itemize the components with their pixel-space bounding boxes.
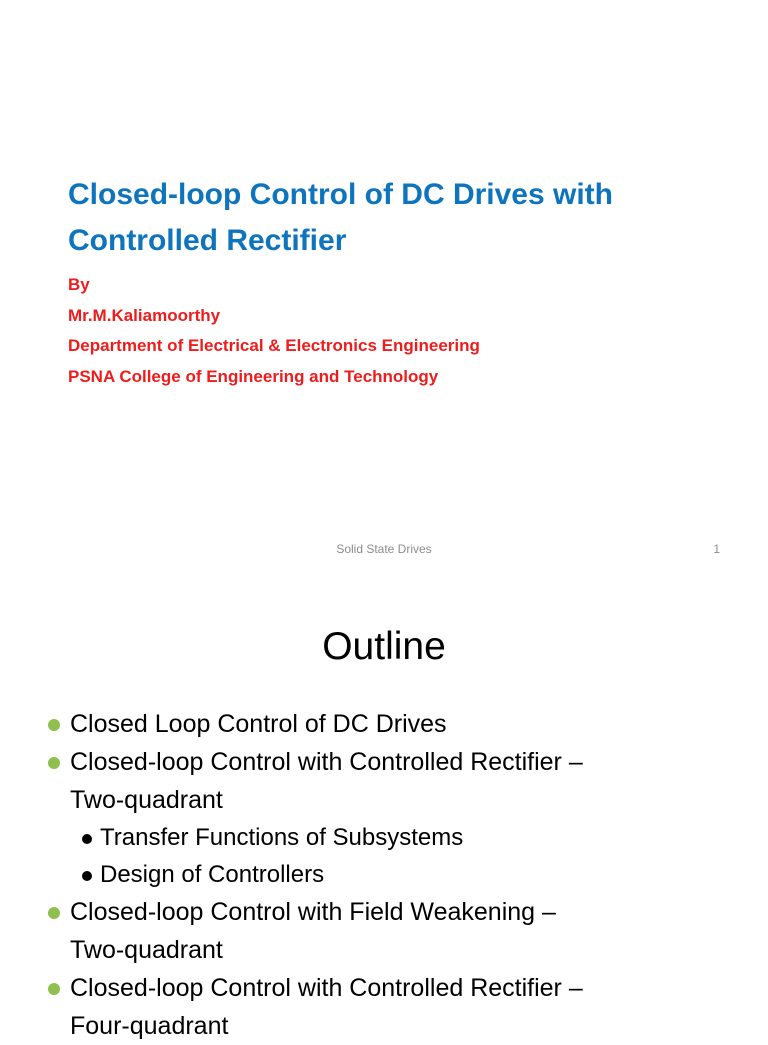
outline-item-text: Closed-loop Control with Field Weakening –: [70, 898, 556, 926]
outline-item: [48, 743, 738, 819]
outline-item-text-cont: Four-quadrant: [70, 1012, 229, 1040]
page-number: 1: [713, 542, 720, 556]
outline-item: [48, 969, 738, 1045]
title-line-1: Closed-loop Control of DC Drives with: [68, 178, 613, 211]
outline-subitem: [48, 819, 738, 856]
credit-by: By: [68, 275, 90, 294]
slide-2: [0, 578, 768, 1040]
slide-footer: Solid State Drives: [336, 542, 432, 556]
outline-subitem-text: Design of Controllers: [100, 861, 325, 888]
outline-item: [48, 705, 738, 743]
bullet-icon: [48, 907, 60, 919]
bullet-icon: [82, 834, 92, 844]
outline-item-text: Closed-loop Control with Controlled Rectifier –: [70, 974, 583, 1002]
bullet-icon: [48, 983, 60, 995]
slide-title: [68, 172, 728, 264]
credit-department: Department of Electrical & Electronics Engineering: [68, 336, 480, 355]
outline-item-text-cont: Two-quadrant: [70, 936, 223, 964]
outline-item-text: Closed-loop Control with Controlled Rectifier –: [70, 748, 583, 776]
credits: [68, 270, 480, 392]
outline-item-text-cont: Two-quadrant: [70, 786, 223, 814]
outline-item-text: Closed Loop Control of DC Drives: [70, 710, 447, 738]
bullet-icon: [48, 719, 60, 731]
outline-subitem: [48, 856, 738, 893]
outline-subitem-text: Transfer Functions of Subsystems: [100, 824, 464, 851]
credit-college: PSNA College of Engineering and Technology: [68, 366, 439, 386]
outline-item: [48, 893, 738, 969]
bullet-icon: [48, 757, 60, 769]
outline-list: [48, 705, 738, 1045]
bullet-icon: [82, 871, 92, 881]
outline-title: Outline: [322, 625, 446, 668]
title-line-2: Controlled Rectifier: [68, 224, 347, 257]
credit-author: Mr.M.Kaliamoorthy: [68, 305, 221, 325]
